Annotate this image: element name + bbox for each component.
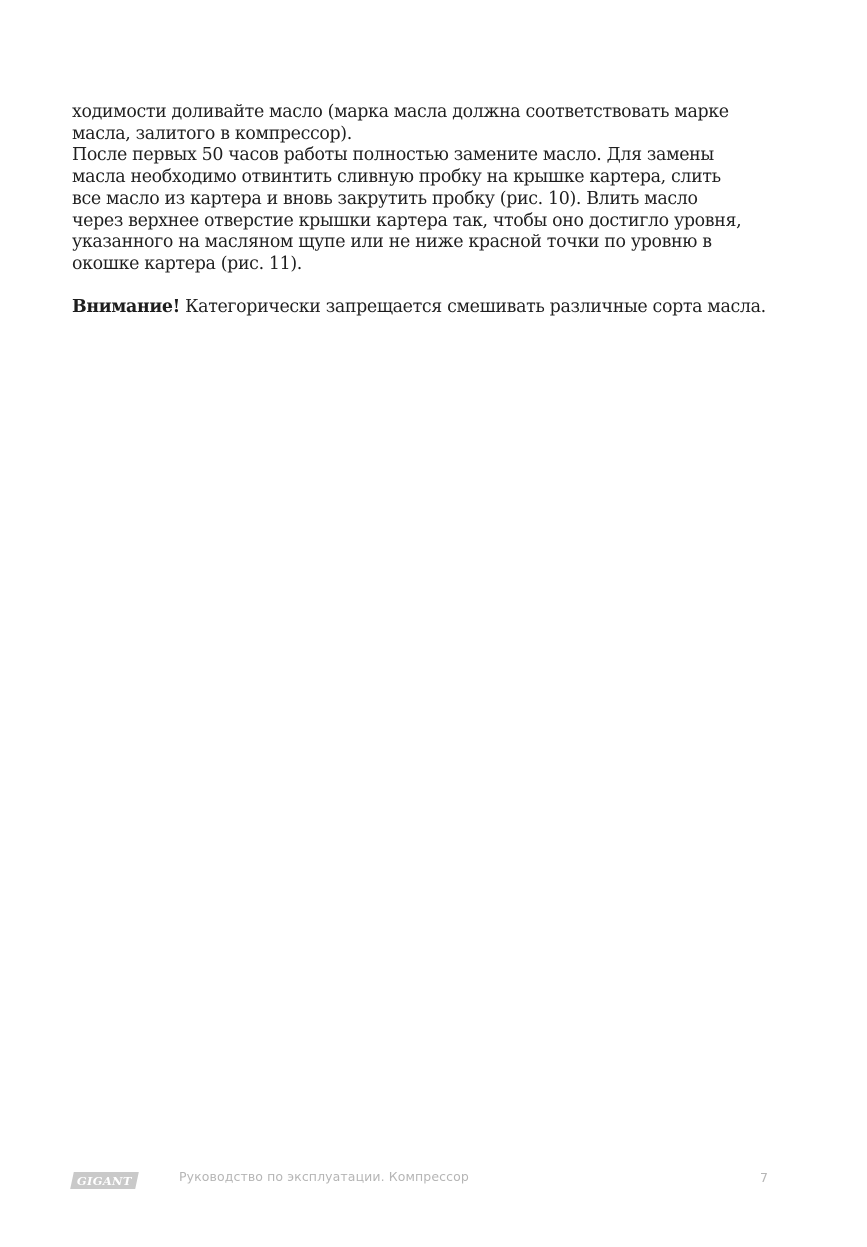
body-text <box>72 102 792 319</box>
warning-text: Категорически запрещается смешивать различные сорта масла. <box>179 297 766 318</box>
text-line: через верхнее отверстие крышки картера так, чтобы оно достигло уровня, <box>72 210 742 231</box>
warning-paragraph <box>72 297 792 319</box>
text-line: указанного на масляном щупе или не ниже красной точки по уровню в <box>72 232 712 253</box>
text-line: масла необходимо отвинтить сливную пробку на крышке картера, слить <box>72 167 721 188</box>
text-line: масла, залитого в компрессор). <box>72 123 352 144</box>
text-line: окошке картера (рис. 11). <box>72 253 302 274</box>
text-line: После первых 50 часов работы полностью замените масло. Для замены <box>72 145 714 166</box>
gigant-logo <box>70 1172 139 1189</box>
logo-text: GIGANT <box>77 1173 132 1188</box>
paragraph-spacer <box>72 276 792 298</box>
page-number: 7 <box>760 1170 768 1185</box>
page-footer <box>0 1165 867 1195</box>
paragraph-continuation <box>72 102 792 145</box>
paragraph-oil-change <box>72 145 792 275</box>
warning-label: Внимание! <box>72 297 180 318</box>
text-line: все масло из картера и вновь закрутить пробку (рис. 10). Влить масло <box>72 188 698 209</box>
footer-title: Руководство по эксплуатации. Компрессор <box>179 1169 469 1184</box>
text-line: ходимости доливайте масло (марка масла должна соответствовать марке <box>72 102 729 122</box>
